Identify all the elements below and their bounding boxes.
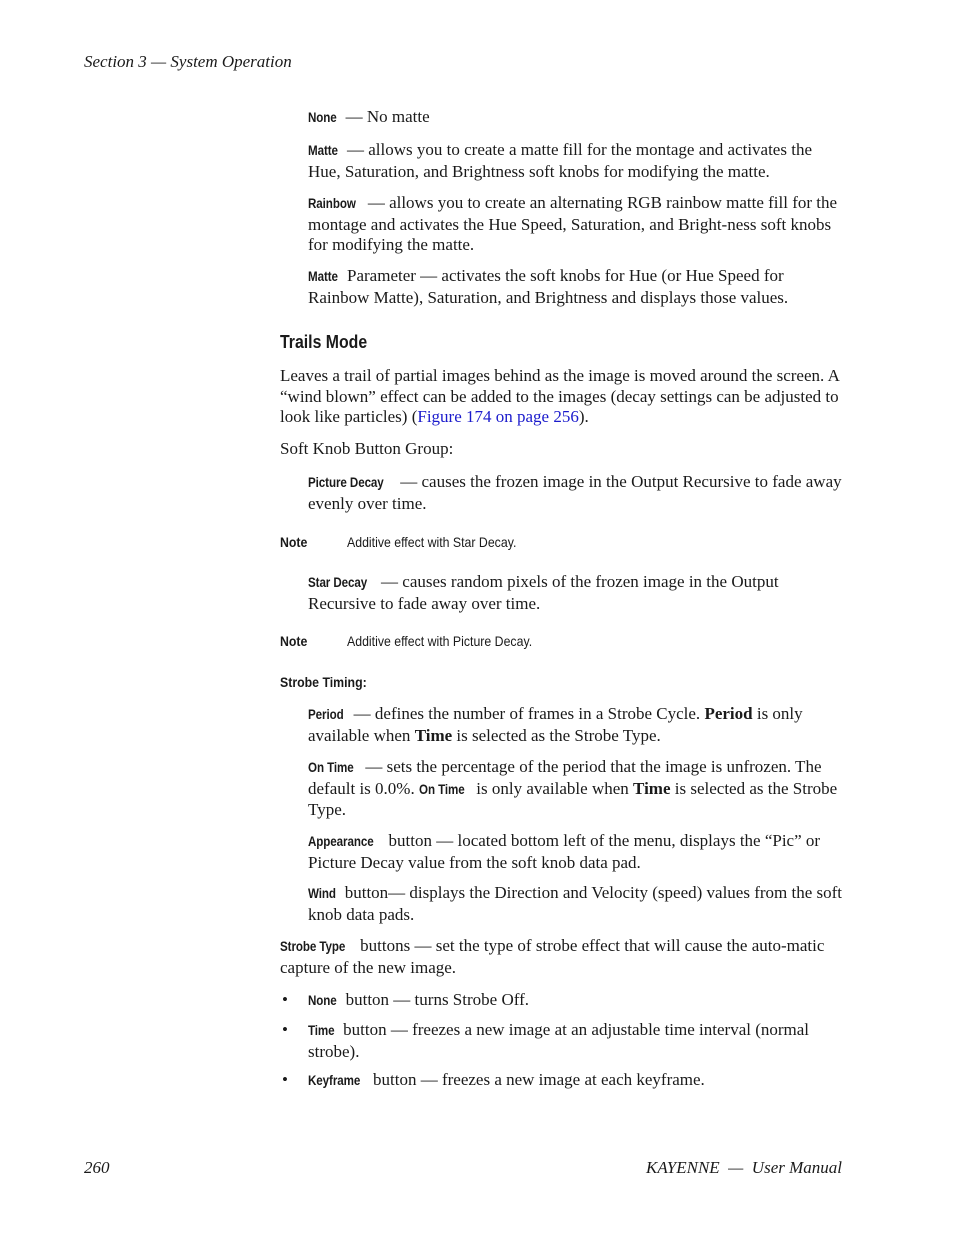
term: On Time (308, 760, 354, 775)
bullet: • (282, 1020, 288, 1039)
list-item: Keyframe button — freezes a new image at each keyframe. (308, 1070, 844, 1092)
note-text: Additive effect with Picture Decay. (347, 633, 533, 649)
term: None (308, 110, 337, 125)
matte-item-rainbow: Rainbow — allows you to create an alternating RGB rainbow matte fill for the montage and activates the Hue Speed, Saturation, and Bright-ness soft knobs for modifying the matte. (308, 193, 838, 254)
running-header: Section 3 — System Operation (84, 52, 292, 71)
running-footer: KAYENNE — User Manual (646, 1158, 842, 1177)
period-item: Period — defines the number of frames in a Strobe Cycle. Period is only available when Time is selected as the Strobe Type. (308, 704, 803, 745)
note-label: Note (280, 534, 308, 550)
term: Keyframe (308, 1073, 361, 1088)
term: Period (308, 707, 344, 722)
term: Time (308, 1023, 335, 1038)
trails-intro: Leaves a trail of partial images behind as the image is moved around the screen. A “wind blown” effect can be added to the images (decay settings can be adjusted to look like particles) (Figure 174 on page 256). (280, 366, 839, 426)
picture-decay-item: Picture Decay — causes the frozen image in the Output Recursive to fade away evenly over time. (308, 472, 842, 513)
matte-item-parameter: Matte Parameter — activates the soft knobs for Hue (or Hue Speed for Rainbow Matte), Saturation, and Brightness and displays those values. (308, 266, 789, 307)
term: Rainbow (308, 196, 356, 211)
term: Wind (308, 886, 336, 901)
strobe-timing-label: Strobe Timing: (280, 674, 367, 690)
term: Appearance (308, 834, 374, 849)
list-item: Time button — freezes a new image at an adjustable time interval (normal strobe). (308, 1020, 810, 1061)
term: Star Decay (308, 575, 368, 590)
star-decay-item: Star Decay — causes random pixels of the frozen image in the Output Recursive to fade away over time. (308, 572, 779, 613)
page-number: 260 (84, 1158, 110, 1177)
note-label: Note (280, 633, 308, 649)
list-item: None button — turns Strobe Off. (308, 990, 844, 1012)
section-heading: Trails Mode (280, 332, 368, 352)
on-time-item: On Time — sets the percentage of the period that the image is unfrozen. The default is 0.0%. On Time is only available when Time is selected as the Strobe Type. (308, 757, 838, 819)
term: Matte (308, 269, 338, 284)
appearance-item: Appearance button — located bottom left of the menu, displays the “Pic” or Picture Decay value from the soft knob data pad. (308, 831, 821, 872)
term: None (308, 993, 337, 1008)
strobe-type-item: Strobe Type buttons — set the type of strobe effect that will cause the auto-matic capture of the new image. (280, 936, 825, 977)
matte-item-matte: Matte — allows you to create a matte fill for the montage and activates the Hue, Saturation, and Brightness soft knobs for modifying the matte. (308, 140, 812, 181)
wind-item: Wind button— displays the Direction and Velocity (speed) values from the soft knob data pads. (308, 883, 843, 924)
term: Picture Decay (308, 475, 384, 490)
group-label: Soft Knob Button Group: (280, 439, 454, 458)
term: Matte (308, 143, 338, 158)
bullet: • (282, 990, 288, 1009)
bullet: • (282, 1070, 288, 1089)
note-text: Additive effect with Star Decay. (347, 534, 517, 550)
term: On Time (418, 781, 465, 797)
matte-item-none: None — No matte (308, 107, 844, 129)
term: Strobe Type (280, 939, 346, 954)
figure-link[interactable]: Figure 174 on page 256 (417, 407, 579, 426)
